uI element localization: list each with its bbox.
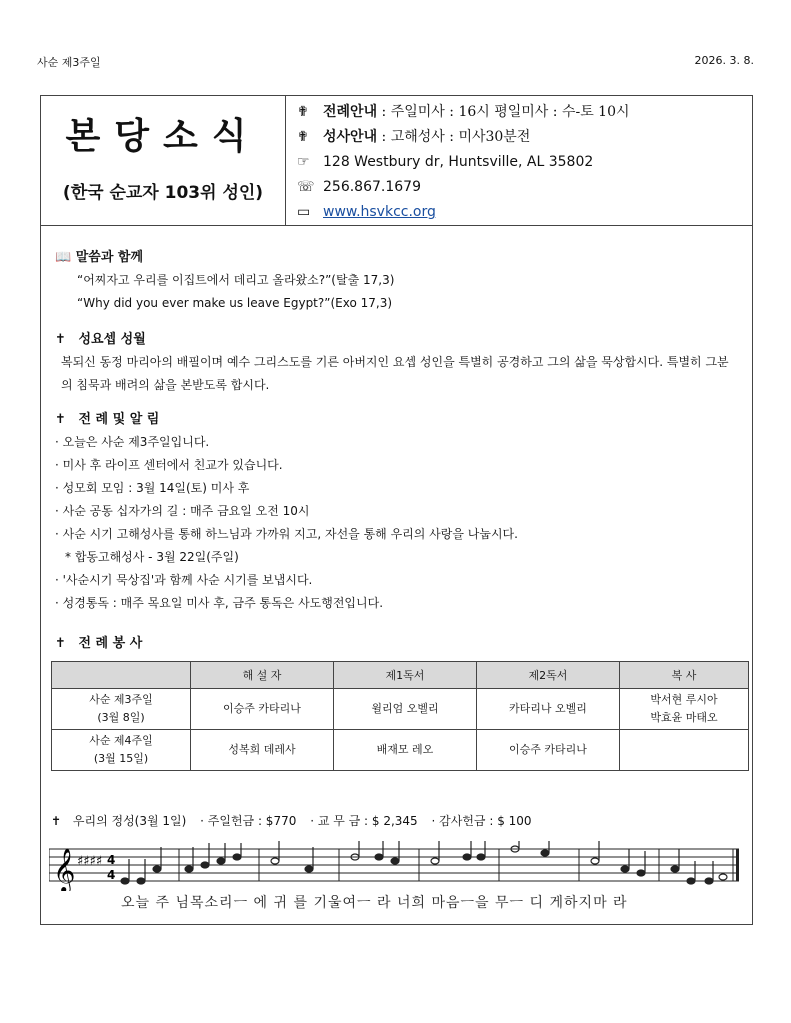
word-korean: “어찌자고 우리를 이집트에서 데리고 올라왔소?”(탈출 17,3) (77, 273, 395, 287)
reading1-cell: 윌리엄 오벨리 (334, 689, 477, 730)
notice-item: · 성모회 모임 : 3월 14일(토) 미사 후 (55, 481, 250, 495)
notice-item: · 사순 시기 고해성사를 통해 하느님과 가까워 지고, 자선을 통해 우리의 사랑을 나눕시다. (55, 527, 518, 541)
page-title: 본당소식 (65, 116, 261, 157)
notice-item: * 합동고해성사 - 3월 22일(주일) (65, 550, 239, 564)
reading1-cell: 배재모 레오 (334, 730, 477, 771)
title-band (41, 96, 752, 226)
offering-line (51, 812, 532, 829)
confession-label: 성사안내 (323, 129, 378, 145)
confession-info-row (297, 125, 630, 150)
notices-heading: 전 례 및 알 림 (78, 412, 160, 427)
header-left: 사순 제3주일 (37, 56, 101, 69)
week-date: (3월 15일) (93, 752, 149, 765)
notices-section (55, 408, 518, 615)
notice-item: · '사순시기 묵상집'과 함께 사순 시기를 보냅시다. (55, 573, 313, 587)
week-date: (3월 8일) (97, 711, 145, 724)
joseph-text: 복되신 동정 마리아의 배필이며 예수 그리스도를 기른 아버지인 요셉 성인을 특별히 공경하고 그의 삶을 묵상합시다. 특별히 그분의 침묵과 배려의 삶을 본받도록 합시다. (61, 355, 729, 392)
phone-row (297, 175, 630, 200)
notice-item: · 사순 공동 십자가의 길 : 매주 금요일 오전 10시 (55, 504, 310, 518)
service-heading: 전 례 봉 사 (78, 636, 143, 651)
title-cell (41, 96, 286, 225)
notice-item: · 성경통독 : 매주 목요일 미사 후, 금주 통독은 사도행전입니다. (55, 596, 384, 610)
website-row (297, 200, 630, 225)
server-cell (620, 689, 749, 730)
week-name: 사순 제4주일 (89, 734, 153, 747)
cross-icon: ✝ (55, 636, 66, 651)
table-header: 복 사 (620, 662, 749, 689)
word-heading: 말씀과 함께 (75, 250, 144, 265)
table-header (52, 662, 191, 689)
table-header: 해 설 자 (191, 662, 334, 689)
address-row (297, 150, 630, 175)
commentator-cell: 성복희 데레사 (191, 730, 334, 771)
website-link[interactable]: www.hsvkcc.org (323, 204, 436, 220)
week-cell (52, 689, 191, 730)
joseph-heading-row (55, 328, 737, 351)
telephone-icon: ☏ (297, 179, 315, 195)
table-row (52, 730, 749, 771)
week-cell (52, 730, 191, 771)
reading2-cell: 카타리나 오벨리 (477, 689, 620, 730)
word-heading-row (55, 246, 394, 269)
joseph-heading: 성요셉 성월 (78, 332, 146, 347)
commentator-cell: 이승주 카타리나 (191, 689, 334, 730)
parish-info (297, 100, 630, 225)
computer-icon: ▭ (297, 204, 311, 220)
mass-text: : 주일미사 : 16시 평일미사 : 수-토 10시 (377, 104, 630, 120)
cross-bullet-icon: ✟ (297, 104, 309, 120)
word-section (55, 246, 394, 315)
notice-item: · 미사 후 라이프 센터에서 친교가 있습니다. (55, 458, 283, 472)
cross-bullet-icon: ✟ (297, 129, 309, 145)
reading2-cell: 이승주 카타리나 (477, 730, 620, 771)
word-english: “Why did you ever make us leave Egypt?”(Exo 17,3) (77, 296, 393, 310)
server-cell (620, 730, 749, 771)
offering-label: 우리의 정성(3월 1일) (72, 814, 187, 828)
cross-icon: ✝ (51, 814, 62, 828)
cross-icon: ✝ (55, 412, 66, 427)
table-row (52, 689, 749, 730)
notice-item: · 오늘은 사순 제3주일입니다. (55, 435, 210, 449)
offering-thanks: · 감사헌금 : $ 100 (431, 814, 532, 828)
bulletin-frame (40, 95, 753, 925)
service-heading-line (55, 632, 142, 655)
phone-text: 256.867.1679 (323, 179, 421, 195)
joseph-section (55, 328, 737, 397)
music-staff (49, 841, 745, 891)
treble-clef-icon: 𝄞 (53, 848, 76, 891)
offering-sunday: · 주일헌금 : $770 (200, 814, 297, 828)
page-subtitle: (한국 순교자 103위 성인) (62, 183, 264, 203)
svg-text:4: 4 (107, 868, 116, 882)
header-date: 2026. 3. 8. (694, 54, 754, 67)
offering-dues: · 교 무 금 : $ 2,345 (310, 814, 418, 828)
music-lyrics: 오늘 주 님목소리ㅡ 에 귀 를 기울여ㅡ 라 너희 마음ㅡ을 무ㅡ 디 게하지마 라 (121, 895, 628, 911)
service-table (51, 661, 749, 771)
pointing-hand-icon: ☞ (297, 154, 310, 170)
service-heading-row (55, 632, 142, 655)
confession-text: : 고해성사 : 미사30분전 (377, 129, 531, 145)
table-header: 제2독서 (477, 662, 620, 689)
server-name: 박서현 루시아 (650, 693, 718, 706)
svg-text:4: 4 (107, 853, 116, 867)
table-header-row (52, 662, 749, 689)
mass-info-row (297, 100, 630, 125)
server-name: 박효윤 마태오 (650, 711, 718, 724)
week-name: 사순 제3주일 (89, 693, 153, 706)
cross-icon: ✝ (55, 332, 66, 347)
key-signature-icon: ♯♯♯♯ (77, 854, 103, 869)
mass-label: 전례안내 (323, 104, 378, 120)
address-text: 128 Westbury dr, Huntsville, AL 35802 (323, 154, 594, 170)
book-icon: 📖 (55, 250, 72, 265)
notices-heading-row (55, 408, 518, 431)
table-header: 제1독서 (334, 662, 477, 689)
